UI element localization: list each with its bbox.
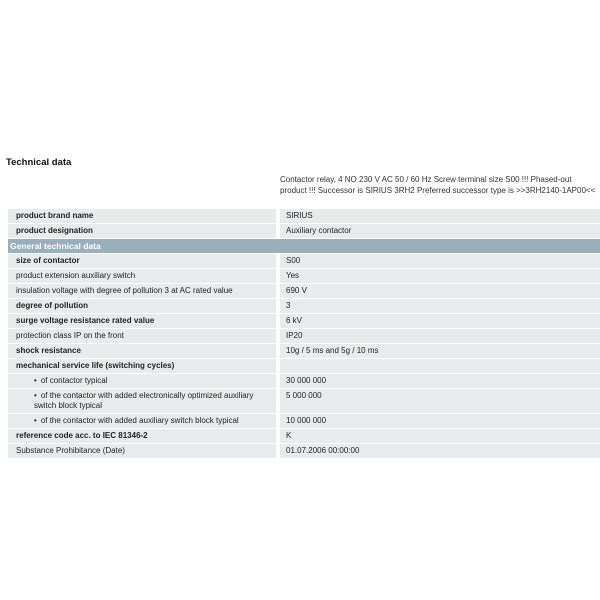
row-label: reference code acc. to IEC 81346-2	[8, 429, 276, 443]
row-label: surge voltage resistance rated value	[8, 314, 276, 328]
row-label: • of the contactor with added electronically optimized auxiliary switch block typical	[8, 389, 276, 413]
row-label: insulation voltage with degree of pollution 3 at AC rated value	[8, 284, 276, 298]
page-title: Technical data	[6, 157, 72, 168]
section-header: General technical data	[8, 239, 600, 253]
row-label: size of contactor	[8, 254, 276, 268]
product-description: Contactor relay, 4 NO 230 V AC 50 / 60 Hz Screw terminal size S00 !!! Phased-out product !!! Successor is SIRIUS 3RH2 Preferred successor type is >>3RH2140-1AP00<<	[280, 175, 596, 195]
table-row	[8, 284, 600, 298]
row-label: • of contactor typical	[8, 374, 276, 388]
row-label: product designation	[8, 224, 276, 238]
row-value: 6 kV	[280, 314, 600, 328]
row-value: 10g / 5 ms and 5g / 10 ms	[280, 344, 600, 358]
tech-data-table	[8, 209, 600, 459]
row-value: SIRIUS	[280, 209, 600, 223]
bullet-icon	[34, 391, 41, 400]
row-value: 30 000 000	[280, 374, 600, 388]
row-value: 3	[280, 299, 600, 313]
table-row	[8, 269, 600, 283]
table-row	[8, 254, 600, 268]
row-label: protection class IP on the front	[8, 329, 276, 343]
table-row	[8, 444, 600, 458]
row-value: 690 V	[280, 284, 600, 298]
row-label: degree of pollution	[8, 299, 276, 313]
row-value: IP20	[280, 329, 600, 343]
table-row	[8, 374, 600, 388]
table-row	[8, 359, 600, 373]
row-value: K	[280, 429, 600, 443]
row-value: Auxiliary contactor	[280, 224, 600, 238]
table-row	[8, 414, 600, 428]
row-label: product brand name	[8, 209, 276, 223]
table-row	[8, 314, 600, 328]
row-value: Yes	[280, 269, 600, 283]
row-value: 01.07.2006 00:00:00	[280, 444, 600, 458]
table-row	[8, 429, 600, 443]
row-label: shock resistance	[8, 344, 276, 358]
row-value: S00	[280, 254, 600, 268]
table-row	[8, 344, 600, 358]
bullet-icon	[34, 376, 41, 385]
row-value: 5 000 000	[280, 389, 600, 413]
row-label: • of the contactor with added auxiliary switch block typical	[8, 414, 276, 428]
row-value	[280, 359, 600, 373]
table-row	[8, 329, 600, 343]
table-row	[8, 299, 600, 313]
row-label: product extension auxiliary switch	[8, 269, 276, 283]
row-label: Substance Prohibitance (Date)	[8, 444, 276, 458]
table-row	[8, 389, 600, 413]
row-value: 10 000 000	[280, 414, 600, 428]
bullet-icon	[34, 416, 41, 425]
row-label: mechanical service life (switching cycles)	[8, 359, 276, 373]
table-row	[8, 224, 600, 238]
table-row	[8, 209, 600, 223]
